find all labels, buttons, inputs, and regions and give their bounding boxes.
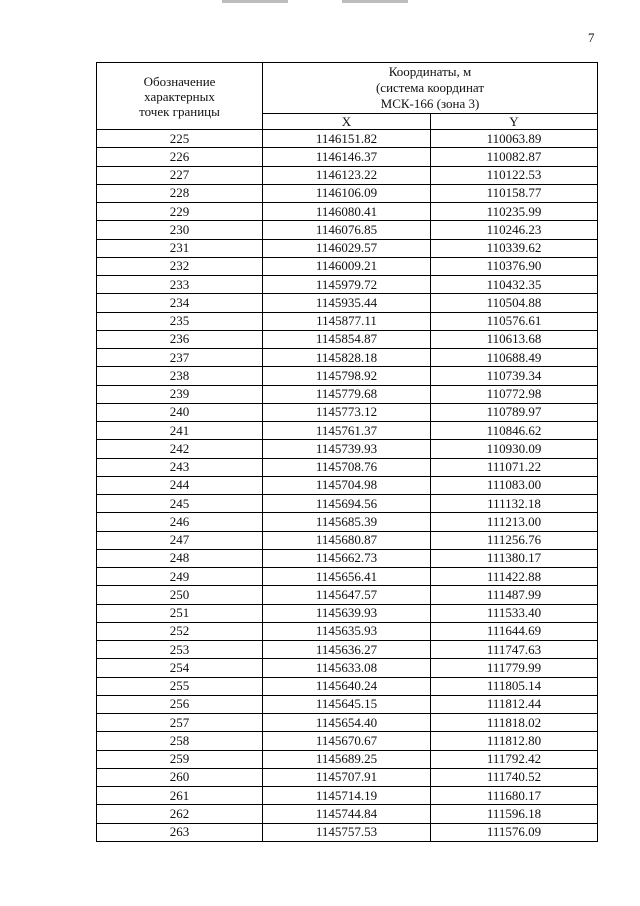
header-points-line: Обозначение [143,73,216,89]
x-coordinate-cell: 1146106.09 [263,184,431,202]
x-coordinate-cell: 1145704.98 [263,476,431,494]
header-x: X [263,114,431,130]
y-coordinate-cell: 110246.23 [431,221,598,239]
point-id-cell: 247 [97,531,263,549]
table-row [97,458,598,476]
table-row [97,641,598,659]
point-id-cell: 260 [97,768,263,786]
header-coordinates-line: (система координат [375,80,485,95]
y-coordinate-cell: 110613.68 [431,330,598,348]
x-coordinate-cell: 1145854.87 [263,330,431,348]
table-row [97,622,598,640]
y-coordinate-cell: 110158.77 [431,184,598,202]
y-coordinate-cell: 111083.00 [431,476,598,494]
header-y: Y [431,114,598,130]
y-coordinate-cell: 110846.62 [431,422,598,440]
y-coordinate-cell: 110235.99 [431,203,598,221]
point-id-cell: 250 [97,586,263,604]
y-coordinate-cell: 111487.99 [431,586,598,604]
table-row [97,549,598,567]
x-coordinate-cell: 1145662.73 [263,549,431,567]
point-id-cell: 253 [97,641,263,659]
point-id-cell: 242 [97,440,263,458]
x-coordinate-cell: 1145714.19 [263,787,431,805]
table-row [97,495,598,513]
table-row [97,476,598,494]
x-coordinate-cell: 1145647.57 [263,586,431,604]
y-coordinate-cell: 111779.99 [431,659,598,677]
x-coordinate-cell: 1146080.41 [263,203,431,221]
table-row [97,823,598,841]
y-coordinate-cell: 110688.49 [431,349,598,367]
x-coordinate-cell: 1146146.37 [263,148,431,166]
x-coordinate-cell: 1145640.24 [263,677,431,695]
y-coordinate-cell: 110789.97 [431,403,598,421]
table-row [97,750,598,768]
x-coordinate-cell: 1145639.93 [263,604,431,622]
y-coordinate-cell: 110122.53 [431,166,598,184]
point-id-cell: 258 [97,732,263,750]
x-coordinate-cell: 1145708.76 [263,458,431,476]
table-row [97,294,598,312]
point-id-cell: 235 [97,312,263,330]
y-coordinate-cell: 111422.88 [431,568,598,586]
y-coordinate-cell: 110772.98 [431,385,598,403]
y-coordinate-cell: 111680.17 [431,787,598,805]
header-coordinates-line: МСК-166 (зона 3) [380,96,480,111]
point-id-cell: 244 [97,476,263,494]
table-row [97,276,598,294]
table-body [97,130,598,842]
point-id-cell: 233 [97,276,263,294]
point-id-cell: 236 [97,330,263,348]
point-id-cell: 226 [97,148,263,166]
point-id-cell: 255 [97,677,263,695]
table-row [97,805,598,823]
table-row [97,349,598,367]
point-id-cell: 245 [97,495,263,513]
table-row [97,367,598,385]
y-coordinate-cell: 111812.80 [431,732,598,750]
table-row [97,422,598,440]
x-coordinate-cell: 1145670.67 [263,732,431,750]
x-coordinate-cell: 1146029.57 [263,239,431,257]
y-coordinate-cell: 111818.02 [431,714,598,732]
header-coordinates [263,63,598,114]
y-coordinate-cell: 110930.09 [431,440,598,458]
table-row [97,148,598,166]
point-id-cell: 243 [97,458,263,476]
point-id-cell: 231 [97,239,263,257]
table-row [97,403,598,421]
y-coordinate-cell: 110376.90 [431,257,598,275]
table-row [97,714,598,732]
point-id-cell: 254 [97,659,263,677]
header-points-line: характерных [144,88,215,104]
y-coordinate-cell: 111213.00 [431,513,598,531]
table-row [97,659,598,677]
point-id-cell: 240 [97,403,263,421]
y-coordinate-cell: 111805.14 [431,677,598,695]
x-coordinate-cell: 1145685.39 [263,513,431,531]
x-coordinate-cell: 1145935.44 [263,294,431,312]
table-row [97,604,598,622]
x-coordinate-cell: 1145707.91 [263,768,431,786]
x-coordinate-cell: 1145828.18 [263,349,431,367]
x-coordinate-cell: 1145744.84 [263,805,431,823]
scan-artifact-left [222,0,288,3]
table-row [97,330,598,348]
x-coordinate-cell: 1146123.22 [263,166,431,184]
point-id-cell: 230 [97,221,263,239]
point-id-cell: 257 [97,714,263,732]
y-coordinate-cell: 111071.22 [431,458,598,476]
header-points-line: точек границы [139,103,220,119]
point-id-cell: 259 [97,750,263,768]
table-row [97,787,598,805]
table-row [97,257,598,275]
header-points [97,63,263,130]
y-coordinate-cell: 111380.17 [431,549,598,567]
point-id-cell: 225 [97,130,263,148]
x-coordinate-cell: 1145689.25 [263,750,431,768]
x-coordinate-cell: 1145761.37 [263,422,431,440]
x-coordinate-cell: 1145773.12 [263,403,431,421]
x-coordinate-cell: 1145779.68 [263,385,431,403]
point-id-cell: 246 [97,513,263,531]
x-coordinate-cell: 1145656.41 [263,568,431,586]
point-id-cell: 237 [97,349,263,367]
y-coordinate-cell: 111644.69 [431,622,598,640]
table-row [97,385,598,403]
point-id-cell: 232 [97,257,263,275]
point-id-cell: 256 [97,695,263,713]
table-row [97,568,598,586]
coordinates-table [96,62,598,842]
y-coordinate-cell: 110504.88 [431,294,598,312]
x-coordinate-cell: 1145645.15 [263,695,431,713]
y-coordinate-cell: 110432.35 [431,276,598,294]
point-id-cell: 249 [97,568,263,586]
y-coordinate-cell: 111576.09 [431,823,598,841]
y-coordinate-cell: 111596.18 [431,805,598,823]
table-row [97,695,598,713]
x-coordinate-cell: 1145757.53 [263,823,431,841]
table-row [97,732,598,750]
scan-artifact-right [342,0,408,3]
y-coordinate-cell: 110739.34 [431,367,598,385]
y-coordinate-cell: 111132.18 [431,495,598,513]
y-coordinate-cell: 111747.63 [431,641,598,659]
x-coordinate-cell: 1145654.40 [263,714,431,732]
table-row [97,130,598,148]
x-coordinate-cell: 1145633.08 [263,659,431,677]
y-coordinate-cell: 111740.52 [431,768,598,786]
x-coordinate-cell: 1145636.27 [263,641,431,659]
x-coordinate-cell: 1145979.72 [263,276,431,294]
point-id-cell: 227 [97,166,263,184]
y-coordinate-cell: 110063.89 [431,130,598,148]
point-id-cell: 248 [97,549,263,567]
y-coordinate-cell: 110576.61 [431,312,598,330]
table-row [97,312,598,330]
x-coordinate-cell: 1145635.93 [263,622,431,640]
point-id-cell: 251 [97,604,263,622]
point-id-cell: 228 [97,184,263,202]
table-row [97,586,598,604]
x-coordinate-cell: 1146076.85 [263,221,431,239]
table-row [97,531,598,549]
point-id-cell: 241 [97,422,263,440]
table-row [97,239,598,257]
point-id-cell: 252 [97,622,263,640]
table-row [97,677,598,695]
point-id-cell: 263 [97,823,263,841]
x-coordinate-cell: 1145680.87 [263,531,431,549]
y-coordinate-cell: 110082.87 [431,148,598,166]
page-number: 7 [588,30,595,45]
point-id-cell: 238 [97,367,263,385]
x-coordinate-cell: 1145739.93 [263,440,431,458]
y-coordinate-cell: 111256.76 [431,531,598,549]
y-coordinate-cell: 111812.44 [431,695,598,713]
table-row [97,166,598,184]
point-id-cell: 262 [97,805,263,823]
x-coordinate-cell: 1145694.56 [263,495,431,513]
x-coordinate-cell: 1145798.92 [263,367,431,385]
y-coordinate-cell: 111792.42 [431,750,598,768]
x-coordinate-cell: 1146009.21 [263,257,431,275]
table-row [97,203,598,221]
table-row [97,768,598,786]
point-id-cell: 239 [97,385,263,403]
y-coordinate-cell: 110339.62 [431,239,598,257]
point-id-cell: 261 [97,787,263,805]
table-row [97,184,598,202]
table-row [97,440,598,458]
table-row [97,513,598,531]
header-coordinates-line: Координаты, м [388,64,472,79]
point-id-cell: 229 [97,203,263,221]
point-id-cell: 234 [97,294,263,312]
x-coordinate-cell: 1146151.82 [263,130,431,148]
table-row [97,221,598,239]
y-coordinate-cell: 111533.40 [431,604,598,622]
x-coordinate-cell: 1145877.11 [263,312,431,330]
